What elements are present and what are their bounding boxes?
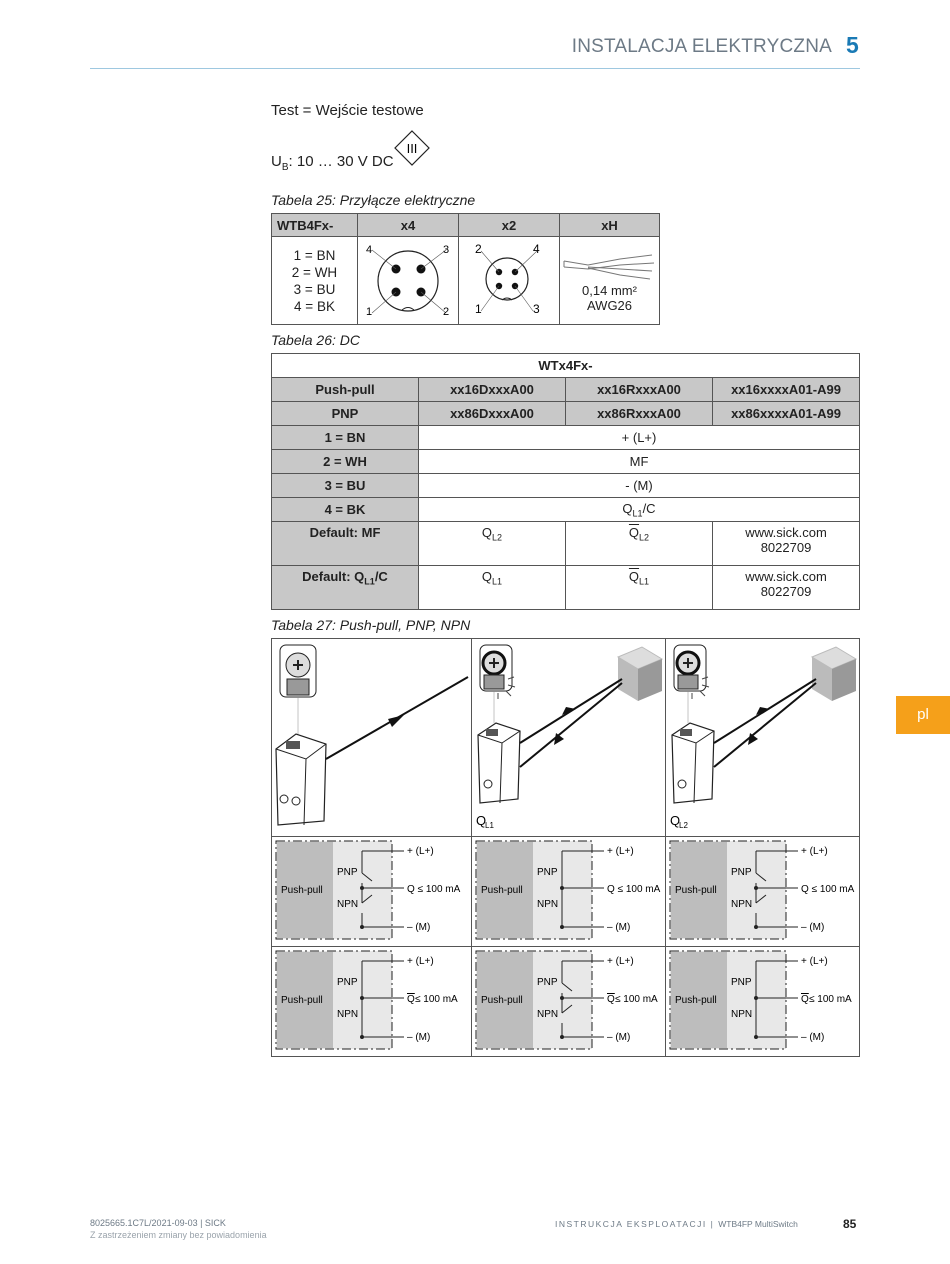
circuit-cell (666, 837, 860, 947)
pin-label: 4 = BK (272, 498, 419, 522)
footer-manual: INSTRUKCJA EKSPLOATACJI | WTB4FP MultiSwitch (555, 1219, 798, 1229)
svg-text:1: 1 (475, 302, 482, 316)
output-label: Q ≤ 100 mA (801, 884, 855, 895)
supply-plus-label: + (L+) (801, 846, 828, 857)
dc-table-title: WTx4Fx- (272, 354, 860, 378)
sensor-illustration-cell (272, 639, 472, 837)
supply-plus-label: + (L+) (607, 846, 634, 857)
row-label: Push-pull (272, 378, 419, 402)
pin-value: - (M) (419, 474, 860, 498)
type-code: xx86xxxxA01-A99 (713, 402, 860, 426)
sensor-body-icon (276, 734, 326, 825)
push-pull-label: Push-pull (481, 995, 523, 1006)
push-pull-label: Push-pull (281, 885, 323, 896)
default-link: www.sick.com 8022709 (713, 566, 860, 610)
table25-header: WTB4Fx- (272, 214, 358, 237)
cable-icon (560, 249, 659, 283)
default-output: $Q_{L2}$ (419, 522, 566, 566)
pin-line: 2 = WH (291, 264, 338, 280)
output-label: Q (407, 994, 415, 1005)
table25-header: x2 (459, 214, 560, 237)
type-code: xx16RxxxA00 (566, 378, 713, 402)
pin-line: 4 = BK (294, 298, 335, 314)
chapter-title: INSTALACJA ELEKTRYCZNA (571, 36, 832, 57)
output-limit-label: ≤ 100 mA (415, 994, 458, 1005)
supply-voltage-line: $U_B$: 10 … 30 V DC (271, 153, 394, 173)
supply-plus-label: + (L+) (407, 846, 434, 857)
npn-label: NPN (337, 899, 359, 910)
npn-label: NPN (731, 899, 753, 910)
footer-note: Z zastrzeżeniem zmiany bez powiadomienia (90, 1230, 267, 1240)
default-output: $Q_{L1}$ (419, 566, 566, 610)
table27-caption: Tabela 27: Push-pull, PNP, NPN (271, 617, 471, 633)
table25-header: x4 (358, 214, 459, 237)
npn-label: NPN (537, 899, 559, 910)
pnp-label: PNP (537, 977, 558, 988)
push-pull-label: Push-pull (675, 995, 717, 1006)
svg-text:Q: Q (476, 813, 487, 828)
table26-caption: Tabela 26: DC (271, 332, 360, 348)
circuit-cell (472, 837, 666, 947)
cable-cross-section: 0,14 mm² (582, 282, 637, 298)
header-divider (90, 68, 860, 69)
reflector-object-icon (618, 647, 662, 701)
npn-label: NPN (537, 1009, 559, 1020)
sensor-illustration-cell (472, 639, 666, 837)
page-number: 85 (843, 1217, 857, 1231)
svg-text:Q: Q (670, 813, 681, 828)
sensor-illustration-cell (666, 639, 860, 837)
svg-text:2: 2 (443, 306, 450, 318)
svg-text:4: 4 (366, 244, 373, 256)
xh-cable-cell (560, 237, 660, 325)
pin-line: 1 = BN (293, 247, 336, 263)
pin-value: MF (419, 450, 860, 474)
push-pull-circuit-diagram (472, 837, 665, 943)
test-input-line: Test = Wejście testowe (271, 102, 424, 119)
pin-line: 3 = BU (293, 281, 336, 297)
output-label: Q (801, 994, 809, 1005)
table25-caption: Tabela 25: Przyłącze elektryczne (271, 192, 476, 208)
circuit-cell (272, 837, 472, 947)
push-pull-label: Push-pull (675, 885, 717, 896)
chapter-number: 5 (846, 32, 859, 58)
svg-text:4: 4 (533, 242, 540, 256)
x4-connector-cell (358, 237, 459, 325)
x2-connector-cell (459, 237, 560, 325)
output-limit-label: ≤ 100 mA (809, 994, 852, 1005)
language-tab[interactable]: pl (896, 696, 950, 734)
sensor-object-illustration (666, 639, 859, 833)
default-output-inverted: $\overline{Q}_{L2}$ (566, 522, 713, 566)
svg-text:L2: L2 (679, 821, 688, 830)
connection-table (271, 213, 660, 325)
svg-text:L1: L1 (485, 821, 494, 830)
output-label: Q ≤ 100 mA (607, 884, 661, 895)
x4-connector-icon (358, 237, 458, 321)
default-label: Default: $Q_{L1}/C$ (272, 566, 419, 610)
type-code: xx86DxxxA00 (419, 402, 566, 426)
svg-text:III: III (406, 141, 418, 156)
default-link: www.sick.com 8022709 (713, 522, 860, 566)
push-pull-circuit-diagram (272, 947, 465, 1053)
default-output-inverted: $\overline{Q}_{L1}$ (566, 566, 713, 610)
row-label: PNP (272, 402, 419, 426)
table25-header: xH (560, 214, 660, 237)
x2-connector-icon (459, 237, 559, 321)
supply-minus-label: – (M) (801, 922, 825, 933)
potentiometer-icon (280, 645, 316, 697)
pin-label: 3 = BU (272, 474, 419, 498)
type-code: xx16DxxxA00 (419, 378, 566, 402)
circuit-cell (272, 947, 472, 1057)
supply-plus-label: + (L+) (801, 956, 828, 967)
svg-text:3: 3 (443, 244, 450, 256)
pnp-label: PNP (337, 867, 358, 878)
push-pull-label: Push-pull (481, 885, 523, 896)
pnp-label: PNP (537, 867, 558, 878)
output-label: Q (607, 994, 615, 1005)
default-label: Default: MF (272, 522, 419, 566)
push-pull-circuit-diagram (666, 837, 859, 943)
pin-assignment-cell (272, 237, 358, 325)
type-code: xx86RxxxA00 (566, 402, 713, 426)
supply-minus-label: – (M) (407, 1032, 431, 1043)
footer-doc-id: 8025665.1C7L/2021-09-03 | SICK (90, 1218, 226, 1228)
output-table (271, 638, 860, 1057)
sensor-no-object-illustration (272, 639, 471, 833)
supply-plus-label: + (L+) (407, 956, 434, 967)
pnp-label: PNP (731, 977, 752, 988)
pnp-label: PNP (731, 867, 752, 878)
push-pull-label: Push-pull (281, 995, 323, 1006)
npn-label: NPN (731, 1009, 753, 1020)
push-pull-circuit-diagram (666, 947, 859, 1053)
supply-minus-label: – (M) (607, 1032, 631, 1043)
pin-label: 1 = BN (272, 426, 419, 450)
supply-minus-label: – (M) (607, 922, 631, 933)
circuit-cell (666, 947, 860, 1057)
supply-minus-label: – (M) (801, 1032, 825, 1043)
pin-value: $Q_{L1}/C$ (419, 498, 860, 522)
push-pull-circuit-diagram (272, 837, 465, 943)
output-limit-label: ≤ 100 mA (615, 994, 658, 1005)
pnp-label: PNP (337, 977, 358, 988)
protection-class-icon (394, 130, 430, 166)
dc-table (271, 353, 860, 610)
supply-plus-label: + (L+) (607, 956, 634, 967)
pin-label: 2 = WH (272, 450, 419, 474)
output-label: Q ≤ 100 mA (407, 884, 461, 895)
supply-minus-label: – (M) (407, 922, 431, 933)
svg-text:2: 2 (475, 242, 482, 256)
npn-label: NPN (337, 1009, 359, 1020)
svg-text:3: 3 (533, 302, 540, 316)
sensor-object-illustration (472, 639, 665, 833)
cable-awg: AWG26 (586, 297, 633, 313)
reflector-object-icon (812, 647, 856, 701)
circuit-cell (472, 947, 666, 1057)
push-pull-circuit-diagram (472, 947, 665, 1053)
svg-text:1: 1 (366, 306, 373, 318)
pin-value: + (L+) (419, 426, 860, 450)
type-code: xx16xxxxA01-A99 (713, 378, 860, 402)
